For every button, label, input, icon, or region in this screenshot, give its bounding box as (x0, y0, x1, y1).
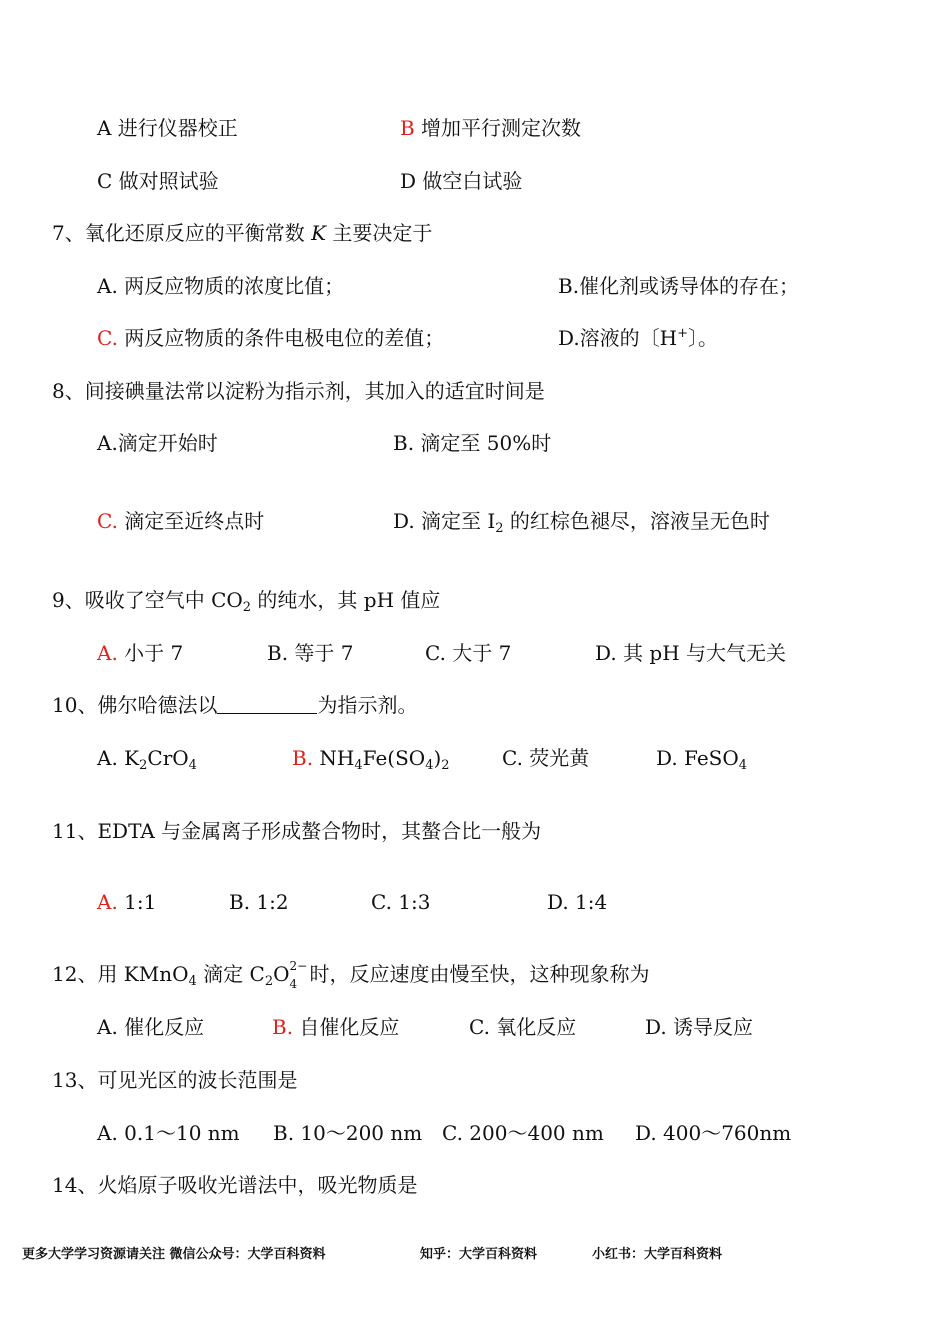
q13-stem: 13、可见光区的波长范围是 (52, 1068, 298, 1092)
option-text: 的红棕色褪尽，溶液呈无色时 (503, 509, 770, 533)
superscript: 2− (289, 958, 308, 973)
q11-stem: 11、EDTA 与金属离子形成螯合物时，其螯合比一般为 (52, 819, 542, 843)
option-text: 两反应物质的条件电极电位的差值； (117, 326, 445, 350)
q8-option-a: A.滴定开始时 (97, 431, 218, 455)
stem-text: 12、用 KMnO (52, 962, 189, 986)
option-text: D. FeSO (656, 746, 739, 770)
subscript: 2 (495, 521, 504, 536)
q9-option-b: B. 等于 7 (267, 641, 354, 665)
q10-stem (52, 695, 417, 715)
option-text: Fe(SO (362, 746, 426, 770)
answer-letter: B. (272, 1015, 294, 1039)
option-text: 小于 7 (117, 641, 184, 665)
subscript: 2 (441, 758, 450, 773)
answer-blank (217, 695, 317, 714)
subscript: 4 (188, 974, 197, 989)
q6-option-b (400, 118, 581, 138)
q8-stem: 8、间接碘量法常以淀粉为指示剂，其加入的适宜时间是 (52, 379, 545, 403)
subscript: 4 (354, 758, 363, 773)
q10-option-c: C. 荧光黄 (502, 746, 590, 770)
q7-option-d (558, 328, 718, 348)
q7-option-b: B.催化剂或诱导体的存在； (558, 274, 800, 298)
q11-option-c: C. 1:3 (371, 890, 431, 914)
q6-option-d: D 做空白试验 (400, 169, 523, 193)
subscript: 4 (289, 976, 298, 991)
q13-option-d: D. 400～760nm (635, 1121, 792, 1145)
q10-option-b (292, 746, 450, 773)
answer-letter: B (400, 116, 415, 140)
q12-option-c: C. 氧化反应 (469, 1015, 577, 1039)
stem-text: 为指示剂。 (317, 693, 418, 717)
q6-option-c: C 做对照试验 (97, 169, 219, 193)
ion-charge-stack (289, 958, 308, 991)
option-text: 1:1 (117, 890, 157, 914)
stem-text: 9、吸收了空气中 CO (52, 588, 243, 612)
option-text: D. 滴定至 I (393, 509, 496, 533)
option-text: 〕。 (688, 326, 719, 350)
answer-letter: A. (97, 890, 118, 914)
q8-option-c (97, 511, 264, 531)
superscript: + (677, 326, 689, 341)
footer-wechat: 更多大学学习资源请关注 微信公众号：大学百科资料 (22, 1247, 326, 1262)
option-text: D.溶液的〔H (558, 326, 678, 350)
option-text: 滴定至近终点时 (117, 509, 265, 533)
q6-option-a: A 进行仪器校正 (97, 116, 238, 140)
subscript: 4 (188, 758, 197, 773)
italic-k: K (311, 221, 327, 245)
q10-option-a (97, 746, 197, 773)
q7-option-a: A. 两反应物质的浓度比值； (97, 274, 345, 298)
footer-zhihu: 知乎：大学百科资料 (420, 1247, 538, 1262)
answer-letter: C. (97, 326, 118, 350)
option-text: A. K (97, 746, 140, 770)
q9-option-d: D. 其 pH 与大气无关 (595, 641, 786, 665)
subscript: 4 (425, 758, 434, 773)
stem-text: O (273, 962, 290, 986)
q9-stem (52, 588, 441, 615)
q7-stem (52, 223, 432, 243)
q12-stem (52, 958, 650, 991)
stem-text: 的纯水，其 pH 值应 (251, 588, 441, 612)
answer-letter: B. (292, 746, 314, 770)
q12-option-d: D. 诱导反应 (645, 1015, 754, 1039)
stem-text: 时，反应速度由慢至快，这种现象称为 (309, 962, 650, 986)
q13-option-a: A. 0.1～10 nm (97, 1121, 240, 1145)
stem-text: 滴定 C (196, 962, 265, 986)
q12-option-a: A. 催化反应 (97, 1015, 205, 1039)
option-text: 自催化反应 (293, 1015, 400, 1039)
option-text: CrO (147, 746, 189, 770)
q10-option-d (656, 746, 748, 773)
q13-option-b: B. 10～200 nm (273, 1121, 423, 1145)
footer-xiaohongshu: 小红书：大学百科资料 (592, 1247, 723, 1262)
answer-letter: C. (97, 509, 118, 533)
answer-letter: A. (97, 641, 118, 665)
q12-option-b (272, 1017, 399, 1037)
q13-option-c: C. 200～400 nm (442, 1121, 604, 1145)
option-text: NH (313, 746, 355, 770)
stem-text: 主要决定于 (326, 221, 433, 245)
stem-text: 10、佛尔哈德法以 (52, 693, 218, 717)
q11-option-d: D. 1:4 (547, 890, 608, 914)
option-text: 增加平行测定次数 (414, 116, 582, 140)
subscript: 2 (242, 600, 252, 615)
q9-option-a (97, 643, 183, 663)
q9-option-c: C. 大于 7 (425, 641, 512, 665)
subscript: 2 (139, 758, 148, 773)
subscript: 2 (264, 974, 274, 989)
option-text: ) (433, 746, 442, 770)
q8-option-b: B. 滴定至 50%时 (393, 431, 552, 455)
q14-stem: 14、火焰原子吸收光谱法中，吸光物质是 (52, 1173, 418, 1197)
q7-option-c (97, 328, 444, 348)
q8-option-d (393, 509, 770, 536)
stem-text: 7、氧化还原反应的平衡常数 (52, 221, 312, 245)
q11-option-a (97, 892, 156, 912)
subscript: 4 (738, 758, 748, 773)
q11-option-b: B. 1:2 (229, 890, 289, 914)
